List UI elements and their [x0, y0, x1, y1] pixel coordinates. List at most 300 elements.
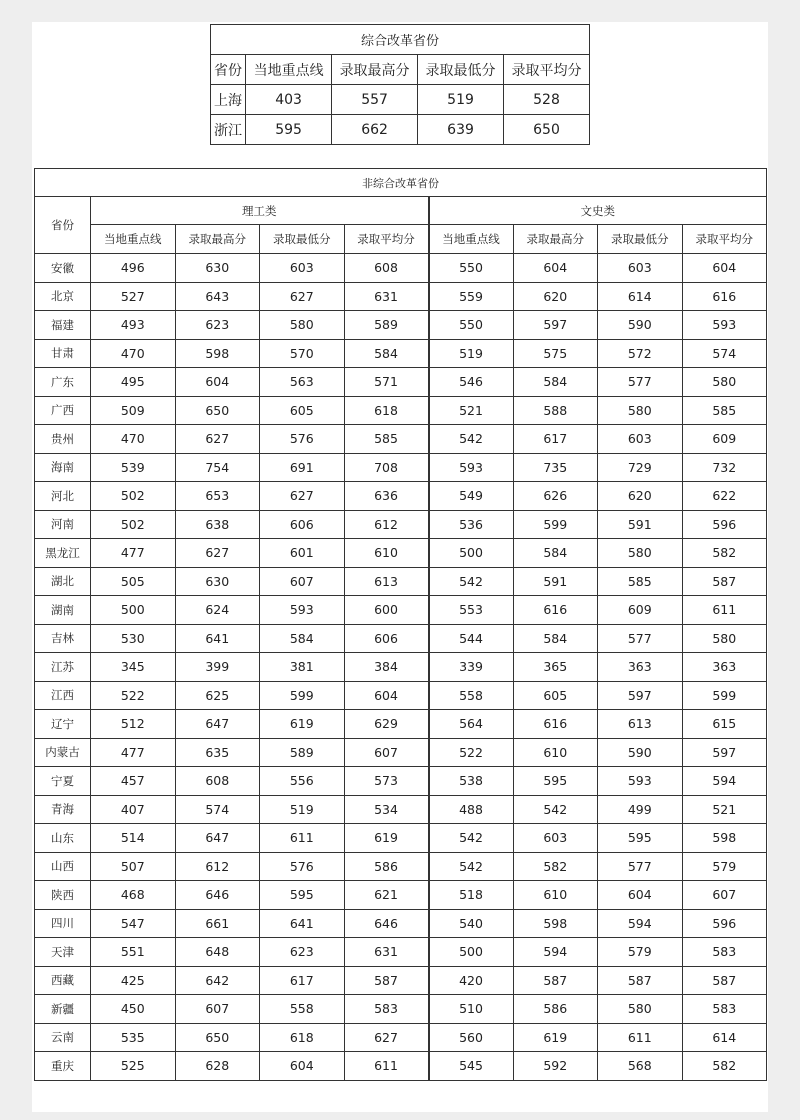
score-cell: 616: [513, 596, 598, 625]
score-cell: 381: [260, 653, 345, 682]
score-cell: 477: [91, 738, 176, 767]
score-cell: 618: [344, 396, 429, 425]
score-cell: 597: [513, 311, 598, 340]
score-cell: 608: [175, 767, 260, 796]
table-row: [35, 425, 767, 454]
score-cell: 605: [513, 681, 598, 710]
score-cell: 754: [175, 453, 260, 482]
score-cell: 583: [344, 995, 429, 1024]
nonreform-subheader-row: [35, 225, 767, 254]
score-cell: 594: [513, 938, 598, 967]
score-cell: 615: [682, 710, 767, 739]
reform-header-cell: 录取最高分: [332, 55, 418, 85]
reform-header-cell: 省份: [211, 55, 246, 85]
score-cell: 589: [344, 311, 429, 340]
score-cell: 572: [598, 339, 683, 368]
table-row: [211, 115, 590, 145]
score-cell: 599: [682, 681, 767, 710]
score-cell: 384: [344, 653, 429, 682]
score-cell: 597: [682, 738, 767, 767]
table-row: [35, 738, 767, 767]
score-cell: 729: [598, 453, 683, 482]
score-cell: 457: [91, 767, 176, 796]
reform-table-title: 综合改革省份: [211, 25, 590, 55]
score-cell: 509: [91, 396, 176, 425]
province-cell: 宁夏: [35, 767, 91, 796]
score-cell: 560: [429, 1023, 514, 1052]
table-row: [35, 311, 767, 340]
score-cell: 648: [175, 938, 260, 967]
score-cell: 547: [91, 909, 176, 938]
score-cell: 584: [260, 624, 345, 653]
province-cell: 辽宁: [35, 710, 91, 739]
score-cell: 596: [682, 510, 767, 539]
table-row: [35, 396, 767, 425]
province-cell: 广西: [35, 396, 91, 425]
score-cell: 611: [344, 1052, 429, 1081]
score-cell: 732: [682, 453, 767, 482]
table-row: [35, 624, 767, 653]
score-cell: 542: [429, 425, 514, 454]
score-cell: 345: [91, 653, 176, 682]
score-cell: 595: [513, 767, 598, 796]
score-cell: 570: [260, 339, 345, 368]
reform-header-cell: 当地重点线: [246, 55, 332, 85]
score-cell: 558: [260, 995, 345, 1024]
score-cell: 616: [513, 710, 598, 739]
nonreform-subheader-cell: 录取最高分: [513, 225, 598, 254]
score-cell: 603: [598, 425, 683, 454]
score-cell: 623: [260, 938, 345, 967]
score-cell: 521: [682, 795, 767, 824]
score-cell: 606: [344, 624, 429, 653]
score-cell: 593: [429, 453, 514, 482]
score-cell: 585: [598, 567, 683, 596]
score-cell: 477: [91, 539, 176, 568]
score-cell: 608: [344, 254, 429, 283]
score-cell: 612: [344, 510, 429, 539]
score-cell: 616: [682, 282, 767, 311]
table-row: [35, 795, 767, 824]
score-cell: 735: [513, 453, 598, 482]
score-cell: 611: [598, 1023, 683, 1052]
score-cell: 599: [260, 681, 345, 710]
score-cell: 579: [598, 938, 683, 967]
score-cell: 604: [513, 254, 598, 283]
arts-group-header: 文史类: [429, 197, 767, 225]
score-cell: 546: [429, 368, 514, 397]
score-cell: 630: [175, 567, 260, 596]
score-cell: 587: [344, 966, 429, 995]
score-cell: 575: [513, 339, 598, 368]
score-cell: 586: [344, 852, 429, 881]
nonreform-subheader-cell: 录取最低分: [598, 225, 683, 254]
score-cell: 542: [429, 852, 514, 881]
score-cell: 585: [682, 396, 767, 425]
score-cell: 607: [344, 738, 429, 767]
score-cell: 579: [682, 852, 767, 881]
table-row: [35, 824, 767, 853]
score-cell: 592: [513, 1052, 598, 1081]
province-cell: 江西: [35, 681, 91, 710]
score-cell: 591: [513, 567, 598, 596]
score-cell: 550: [429, 254, 514, 283]
score-cell: 624: [175, 596, 260, 625]
score-cell: 599: [513, 510, 598, 539]
province-cell: 吉林: [35, 624, 91, 653]
score-cell: 643: [175, 282, 260, 311]
table-row: [35, 938, 767, 967]
reform-header-cell: 录取最低分: [418, 55, 504, 85]
score-cell: 627: [344, 1023, 429, 1052]
score-cell: 613: [344, 567, 429, 596]
nonreform-table-title: 非综合改革省份: [35, 169, 767, 197]
score-cell: 587: [682, 966, 767, 995]
province-cell: 内蒙古: [35, 738, 91, 767]
score-cell: 598: [682, 824, 767, 853]
score-cell: 604: [344, 681, 429, 710]
score-cell: 591: [598, 510, 683, 539]
score-cell: 607: [682, 881, 767, 910]
score-cell: 622: [682, 482, 767, 511]
score-cell: 621: [344, 881, 429, 910]
score-cell: 635: [175, 738, 260, 767]
score-cell: 628: [175, 1052, 260, 1081]
province-cell: 甘肃: [35, 339, 91, 368]
score-cell: 576: [260, 425, 345, 454]
nonreform-subheader-cell: 录取最低分: [260, 225, 345, 254]
score-cell: 604: [598, 881, 683, 910]
score-cell: 502: [91, 482, 176, 511]
reform-header-row: [211, 55, 590, 85]
score-cell: 536: [429, 510, 514, 539]
score-cell: 636: [344, 482, 429, 511]
table-row: [35, 681, 767, 710]
score-cell: 574: [682, 339, 767, 368]
score-cell: 530: [91, 624, 176, 653]
score-cell: 580: [598, 396, 683, 425]
score-cell: 618: [260, 1023, 345, 1052]
province-cell: 青海: [35, 795, 91, 824]
score-cell: 534: [344, 795, 429, 824]
score-cell: 590: [598, 738, 683, 767]
score-cell: 512: [91, 710, 176, 739]
score-cell: 545: [429, 1052, 514, 1081]
table-row: [35, 282, 767, 311]
score-cell: 525: [91, 1052, 176, 1081]
score-cell: 598: [513, 909, 598, 938]
score-cell: 558: [429, 681, 514, 710]
score-cell: 583: [682, 938, 767, 967]
table-row: [35, 453, 767, 482]
province-cell: 北京: [35, 282, 91, 311]
score-cell: 488: [429, 795, 514, 824]
score-cell: 582: [682, 1052, 767, 1081]
score-cell: 603: [260, 254, 345, 283]
score-cell: 407: [91, 795, 176, 824]
score-cell: 595: [246, 115, 332, 145]
score-cell: 584: [513, 624, 598, 653]
score-cell: 639: [418, 115, 504, 145]
score-cell: 631: [344, 282, 429, 311]
score-cell: 603: [513, 824, 598, 853]
province-cell: 西藏: [35, 966, 91, 995]
score-cell: 568: [598, 1052, 683, 1081]
table-row: [35, 482, 767, 511]
score-cell: 647: [175, 824, 260, 853]
score-cell: 638: [175, 510, 260, 539]
score-cell: 500: [91, 596, 176, 625]
score-cell: 595: [260, 881, 345, 910]
score-cell: 470: [91, 339, 176, 368]
table-row: [35, 909, 767, 938]
score-cell: 612: [175, 852, 260, 881]
score-cell: 542: [429, 824, 514, 853]
table-row: [35, 539, 767, 568]
score-cell: 580: [598, 995, 683, 1024]
nonreform-subheader-cell: 录取平均分: [344, 225, 429, 254]
province-cell: 福建: [35, 311, 91, 340]
score-cell: 564: [429, 710, 514, 739]
score-cell: 588: [513, 396, 598, 425]
score-cell: 539: [91, 453, 176, 482]
score-cell: 605: [260, 396, 345, 425]
score-cell: 613: [598, 710, 683, 739]
score-cell: 610: [513, 738, 598, 767]
score-cell: 627: [260, 282, 345, 311]
score-cell: 631: [344, 938, 429, 967]
score-cell: 650: [175, 1023, 260, 1052]
score-cell: 596: [682, 909, 767, 938]
score-cell: 556: [260, 767, 345, 796]
score-cell: 514: [91, 824, 176, 853]
score-cell: 600: [344, 596, 429, 625]
score-cell: 557: [332, 85, 418, 115]
score-cell: 607: [260, 567, 345, 596]
score-cell: 420: [429, 966, 514, 995]
score-cell: 620: [513, 282, 598, 311]
score-cell: 584: [513, 368, 598, 397]
score-cell: 611: [260, 824, 345, 853]
score-cell: 507: [91, 852, 176, 881]
score-cell: 708: [344, 453, 429, 482]
score-cell: 623: [175, 311, 260, 340]
score-cell: 425: [91, 966, 176, 995]
score-cell: 641: [260, 909, 345, 938]
score-cell: 584: [513, 539, 598, 568]
score-cell: 574: [175, 795, 260, 824]
table-row: [35, 254, 767, 283]
score-cell: 625: [175, 681, 260, 710]
score-cell: 627: [175, 539, 260, 568]
score-cell: 609: [598, 596, 683, 625]
nonreform-provinces-table: [34, 168, 767, 1081]
score-cell: 598: [175, 339, 260, 368]
province-cell: 湖南: [35, 596, 91, 625]
score-cell: 500: [429, 938, 514, 967]
table-row: [35, 852, 767, 881]
score-cell: 577: [598, 852, 683, 881]
province-cell: 云南: [35, 1023, 91, 1052]
score-cell: 646: [344, 909, 429, 938]
score-cell: 450: [91, 995, 176, 1024]
score-cell: 642: [175, 966, 260, 995]
score-cell: 580: [260, 311, 345, 340]
score-cell: 584: [344, 339, 429, 368]
score-cell: 540: [429, 909, 514, 938]
score-cell: 620: [598, 482, 683, 511]
score-cell: 597: [598, 681, 683, 710]
score-cell: 691: [260, 453, 345, 482]
province-cell: 浙江: [211, 115, 246, 145]
province-cell: 广东: [35, 368, 91, 397]
score-cell: 611: [682, 596, 767, 625]
score-cell: 627: [260, 482, 345, 511]
province-cell: 河北: [35, 482, 91, 511]
score-cell: 550: [429, 311, 514, 340]
document-page: [32, 22, 768, 1112]
score-cell: 583: [682, 995, 767, 1024]
reform-header-cell: 录取平均分: [504, 55, 590, 85]
score-cell: 502: [91, 510, 176, 539]
score-cell: 630: [175, 254, 260, 283]
score-cell: 582: [513, 852, 598, 881]
score-cell: 535: [91, 1023, 176, 1052]
table-row: [35, 567, 767, 596]
table-row: [35, 1052, 767, 1081]
score-cell: 580: [598, 539, 683, 568]
score-cell: 542: [429, 567, 514, 596]
score-cell: 587: [682, 567, 767, 596]
score-cell: 595: [598, 824, 683, 853]
score-cell: 604: [260, 1052, 345, 1081]
score-cell: 522: [91, 681, 176, 710]
score-cell: 363: [598, 653, 683, 682]
score-cell: 518: [429, 881, 514, 910]
score-cell: 493: [91, 311, 176, 340]
science-group-header: 理工类: [91, 197, 429, 225]
province-cell: 山东: [35, 824, 91, 853]
score-cell: 614: [598, 282, 683, 311]
score-cell: 610: [513, 881, 598, 910]
score-cell: 610: [344, 539, 429, 568]
score-cell: 606: [260, 510, 345, 539]
score-cell: 544: [429, 624, 514, 653]
score-cell: 661: [175, 909, 260, 938]
score-cell: 614: [682, 1023, 767, 1052]
score-cell: 617: [513, 425, 598, 454]
table-row: [35, 596, 767, 625]
table-row: [35, 1023, 767, 1052]
score-cell: 576: [260, 852, 345, 881]
score-cell: 582: [682, 539, 767, 568]
score-cell: 626: [513, 482, 598, 511]
score-cell: 619: [513, 1023, 598, 1052]
score-cell: 593: [260, 596, 345, 625]
score-cell: 589: [260, 738, 345, 767]
score-cell: 580: [682, 368, 767, 397]
score-cell: 363: [682, 653, 767, 682]
score-cell: 470: [91, 425, 176, 454]
score-cell: 522: [429, 738, 514, 767]
score-cell: 527: [91, 282, 176, 311]
province-cell: 贵州: [35, 425, 91, 454]
table-row: [211, 85, 590, 115]
nonreform-subheader-cell: 当地重点线: [91, 225, 176, 254]
score-cell: 495: [91, 368, 176, 397]
score-cell: 607: [175, 995, 260, 1024]
score-cell: 559: [429, 282, 514, 311]
province-cell: 四川: [35, 909, 91, 938]
table-row: [35, 966, 767, 995]
score-cell: 603: [598, 254, 683, 283]
score-cell: 586: [513, 995, 598, 1024]
table-row: [35, 368, 767, 397]
score-cell: 500: [429, 539, 514, 568]
score-cell: 549: [429, 482, 514, 511]
score-cell: 571: [344, 368, 429, 397]
score-cell: 399: [175, 653, 260, 682]
province-cell: 江苏: [35, 653, 91, 682]
table-row: [35, 881, 767, 910]
score-cell: 573: [344, 767, 429, 796]
score-cell: 647: [175, 710, 260, 739]
score-cell: 604: [175, 368, 260, 397]
table-row: [35, 339, 767, 368]
score-cell: 468: [91, 881, 176, 910]
score-cell: 653: [175, 482, 260, 511]
score-cell: 662: [332, 115, 418, 145]
score-cell: 590: [598, 311, 683, 340]
score-cell: 551: [91, 938, 176, 967]
score-cell: 587: [513, 966, 598, 995]
table-row: [35, 653, 767, 682]
score-cell: 538: [429, 767, 514, 796]
score-cell: 403: [246, 85, 332, 115]
province-cell: 安徽: [35, 254, 91, 283]
table-row: [35, 767, 767, 796]
score-cell: 499: [598, 795, 683, 824]
score-cell: 650: [175, 396, 260, 425]
nonreform-subheader-cell: 录取最高分: [175, 225, 260, 254]
province-column-header: 省份: [35, 197, 91, 254]
province-cell: 河南: [35, 510, 91, 539]
table-row: [35, 995, 767, 1024]
score-cell: 521: [429, 396, 514, 425]
score-cell: 641: [175, 624, 260, 653]
score-cell: 365: [513, 653, 598, 682]
score-cell: 577: [598, 368, 683, 397]
province-cell: 海南: [35, 453, 91, 482]
score-cell: 528: [504, 85, 590, 115]
score-cell: 650: [504, 115, 590, 145]
score-cell: 617: [260, 966, 345, 995]
province-cell: 山西: [35, 852, 91, 881]
nonreform-subheader-cell: 当地重点线: [429, 225, 514, 254]
score-cell: 496: [91, 254, 176, 283]
score-cell: 563: [260, 368, 345, 397]
score-cell: 542: [513, 795, 598, 824]
score-cell: 505: [91, 567, 176, 596]
province-cell: 陕西: [35, 881, 91, 910]
score-cell: 619: [344, 824, 429, 853]
province-cell: 湖北: [35, 567, 91, 596]
score-cell: 519: [429, 339, 514, 368]
score-cell: 593: [598, 767, 683, 796]
score-cell: 519: [418, 85, 504, 115]
province-cell: 新疆: [35, 995, 91, 1024]
province-cell: 黑龙江: [35, 539, 91, 568]
